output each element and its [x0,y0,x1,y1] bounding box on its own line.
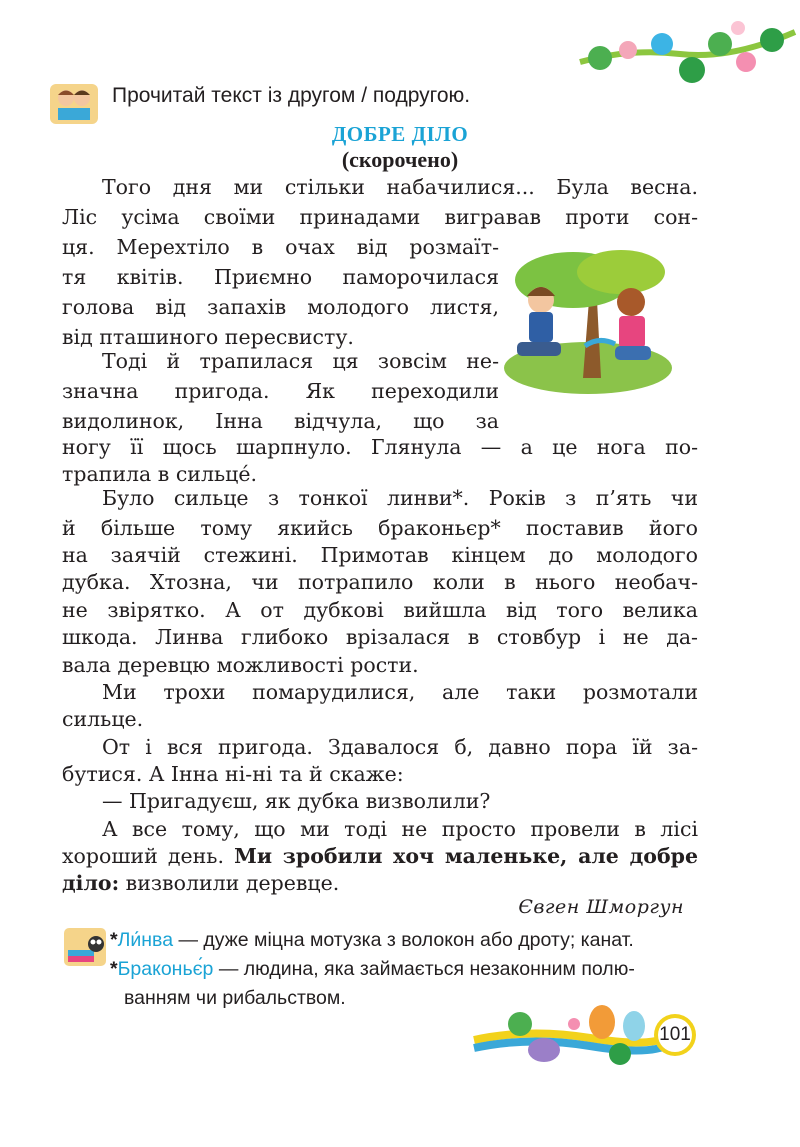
text-line: трапила в сильце́. [62,462,257,486]
text-line: від пташиного пересвисту. [62,325,354,349]
author-name: Євген Шморгун [518,896,684,918]
glossary-continuation: ванням чи рибальством. [124,987,346,1009]
text-line: Ми трохи помарудилися, але таки розмотали [102,680,698,704]
text-line: ногу її щось шарпнуло. Глянула — а це нога по- [62,435,698,459]
text-line: бутися. А Інна ні-ні та й скаже: [62,762,404,786]
story-subtitle: (скорочено) [341,147,459,172]
text-line: ця. Мерехтіло в очах від розмаїт- [62,235,499,259]
text-line: значна пригода. Як переходили [62,379,499,403]
books-owl-icon [62,926,108,968]
asterisk: * [110,958,118,980]
text-line: не звірятко. А от дубкові вийшла від того велика [62,598,698,622]
glossary-entry-brakoner [110,958,635,981]
glossary-definition: — дуже міцна мотузка з волокон або дроту; канат. [173,929,634,951]
text-line: Тоді й трапилася ця зовсім не- [102,349,499,373]
text-bold: Ми зробили хоч маленьке, але добре [234,844,698,868]
glossary-term: Браконьє́р [117,958,214,980]
page-number: 101 [658,1018,692,1052]
text-normal: визволили деревце. [119,871,340,895]
text-line: Ліс усіма своїми принадами вигравав проти сон- [62,205,698,229]
text-line: дубка. Хтозна, чи потрапило коли в нього необач- [62,570,698,594]
text-bold: діло: [62,871,120,895]
story-title: ДОБРЕ ДІЛО [331,122,469,146]
children-under-tree-illustration [503,250,673,396]
text-line: сильце. [62,707,144,731]
text-line: А все тому, що ми тоді не просто провели в лісі [102,817,698,841]
text-line: — Пригадуєш, як дубка визволили? [102,789,491,813]
floral-garland-decoration [570,10,800,90]
text-line: Того дня ми стільки набачилися... Була весна. [102,175,698,199]
text-line-mixed [62,868,698,898]
text-line: видолинок, Інна відчула, що за [62,409,499,433]
text-line: й більше тому якийсь браконьєр* поставив його [62,516,698,540]
text-line: тя квітів. Приємно паморочилася [62,265,499,289]
glossary-entry-linva [110,929,634,952]
instruction-text: Прочитай текст із другом / подругою. [112,84,471,107]
text-line: голова від запахів молодого листя, [62,295,499,319]
glossary-term: Ли́нва [117,929,174,951]
text-line: Було сильце з тонкої линви*. Років з п’ять чи [102,486,698,510]
text-normal: хороший день. [62,844,235,868]
text-line: От і вся пригода. Здавалося б, давно пора їй за- [102,735,698,759]
page-number-badge [654,1014,696,1056]
asterisk: * [110,929,118,951]
text-line: на заячій стежині. Примотав кінцем до молодого [62,543,698,567]
glossary-definition: — людина, яка займається незаконним полю- [213,958,635,980]
text-line-mixed [62,841,698,871]
text-line: шкода. Линва глибоко врізалася в стовбур і не да- [62,625,698,649]
reading-children-icon [48,80,100,126]
text-line: вала деревцю можливості рости. [62,653,419,677]
